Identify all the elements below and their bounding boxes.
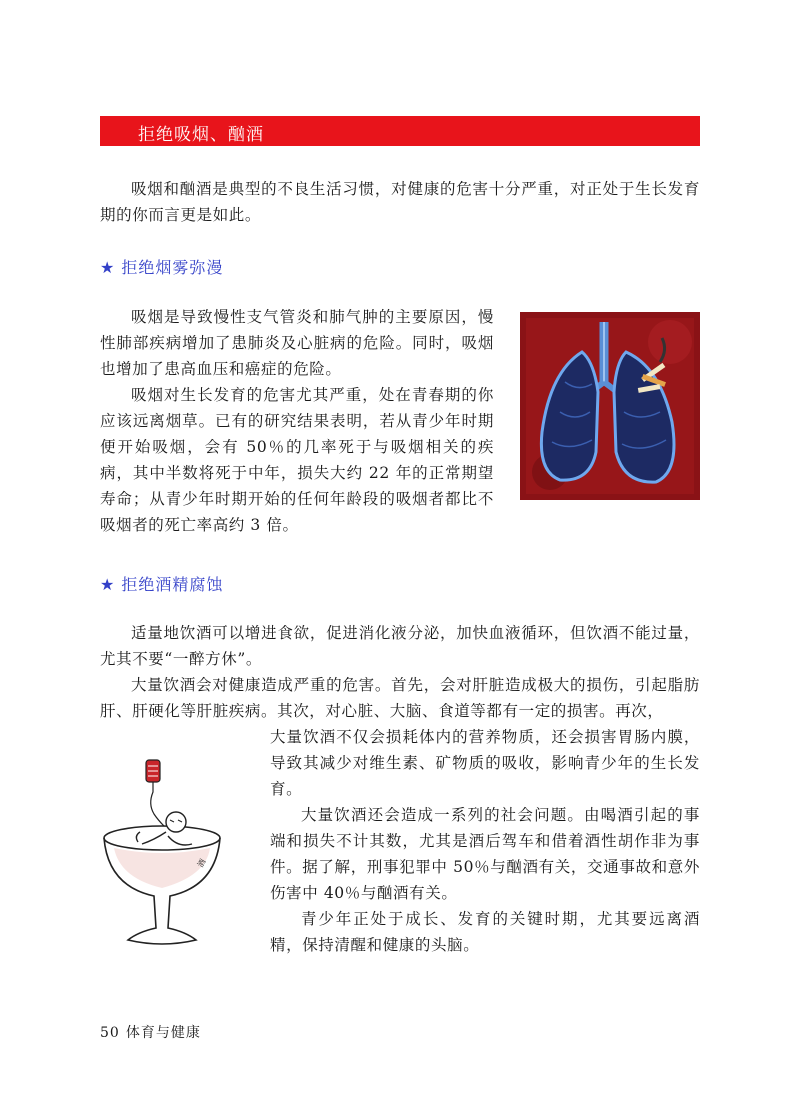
drinking-paragraph-1: 适量地饮酒可以增进食欲，促进消化液分泌，加快血液循环，但饮酒不能过量，尤其不要“一醉方休”。 [100,624,700,668]
section-title: 拒绝吸烟、酗酒 [138,125,264,145]
page-number: 50 [100,1025,120,1041]
iv-drip-icon [146,760,164,826]
drinking-paragraph-2: 大量饮酒会对健康造成严重的危害。首先，会对肝脏造成极大的损伤，引起脂肪肝、肝硬化等肝脏疾病。其次，对心脏、大脑、食道等都有一定的损害。再次， [100,676,700,720]
lungs-illustration [520,312,700,500]
drinking-heading [100,572,223,595]
section-banner [100,116,700,146]
drinking-heading-text: 拒绝酒精腐蚀 [121,575,224,594]
page-footer [100,1022,201,1042]
star-icon: ★ [100,575,116,594]
book-title: 体育与健康 [125,1025,201,1041]
smoking-heading-text: 拒绝烟雾弥漫 [121,258,224,277]
wine-glass-illustration [98,756,228,961]
intro-paragraph: 吸烟和酗酒是典型的不良生活习惯，对健康的危害十分严重，对正处于生长发育期的你而言更是如此。 [100,180,700,224]
drinking-paragraph-2-continued: 大量饮酒不仅会损耗体内的营养物质，还会损害胃肠内膜，导致其减少对维生素、矿物质的吸收，影响青少年的生长发育。 [270,728,700,798]
star-icon: ★ [100,258,116,277]
drinking-paragraph-3: 大量饮酒还会造成一系列的社会问题。由喝酒引起的事端和损失不计其数，尤其是酒后驾车和借着酒性胡作非为事件。据了解，刑事犯罪中 50％与酗酒有关，交通事故和意外伤害中 40％与酗酒有关。 [270,806,700,902]
lungs-svg [520,312,700,500]
wine-glass-svg [98,756,228,961]
smoking-paragraph-2: 吸烟对生长发育的危害尤其严重，处在青春期的你应该远离烟草。已有的研究结果表明，若从青少年时期便开始吸烟，会有 50％的几率死于与吸烟相关的疾病，其中半数将死于中年，损失大约 22 年的正常期望寿命；从青少年时期开始的任何年龄段的吸烟者都比不吸烟者的死亡率高约 3 倍。 [100,386,494,534]
smoking-heading [100,255,223,278]
smoking-paragraph-1: 吸烟是导致慢性支气管炎和肺气肿的主要原因，慢性肺部疾病增加了患肺炎及心脏病的危险。同时，吸烟也增加了患高血压和癌症的危险。 [100,308,494,378]
drinking-paragraph-4: 青少年正处于成长、发育的关键时期，尤其要远离酒精，保持清醒和健康的头脑。 [270,910,700,954]
svg-text:酒: 酒 [195,857,208,869]
